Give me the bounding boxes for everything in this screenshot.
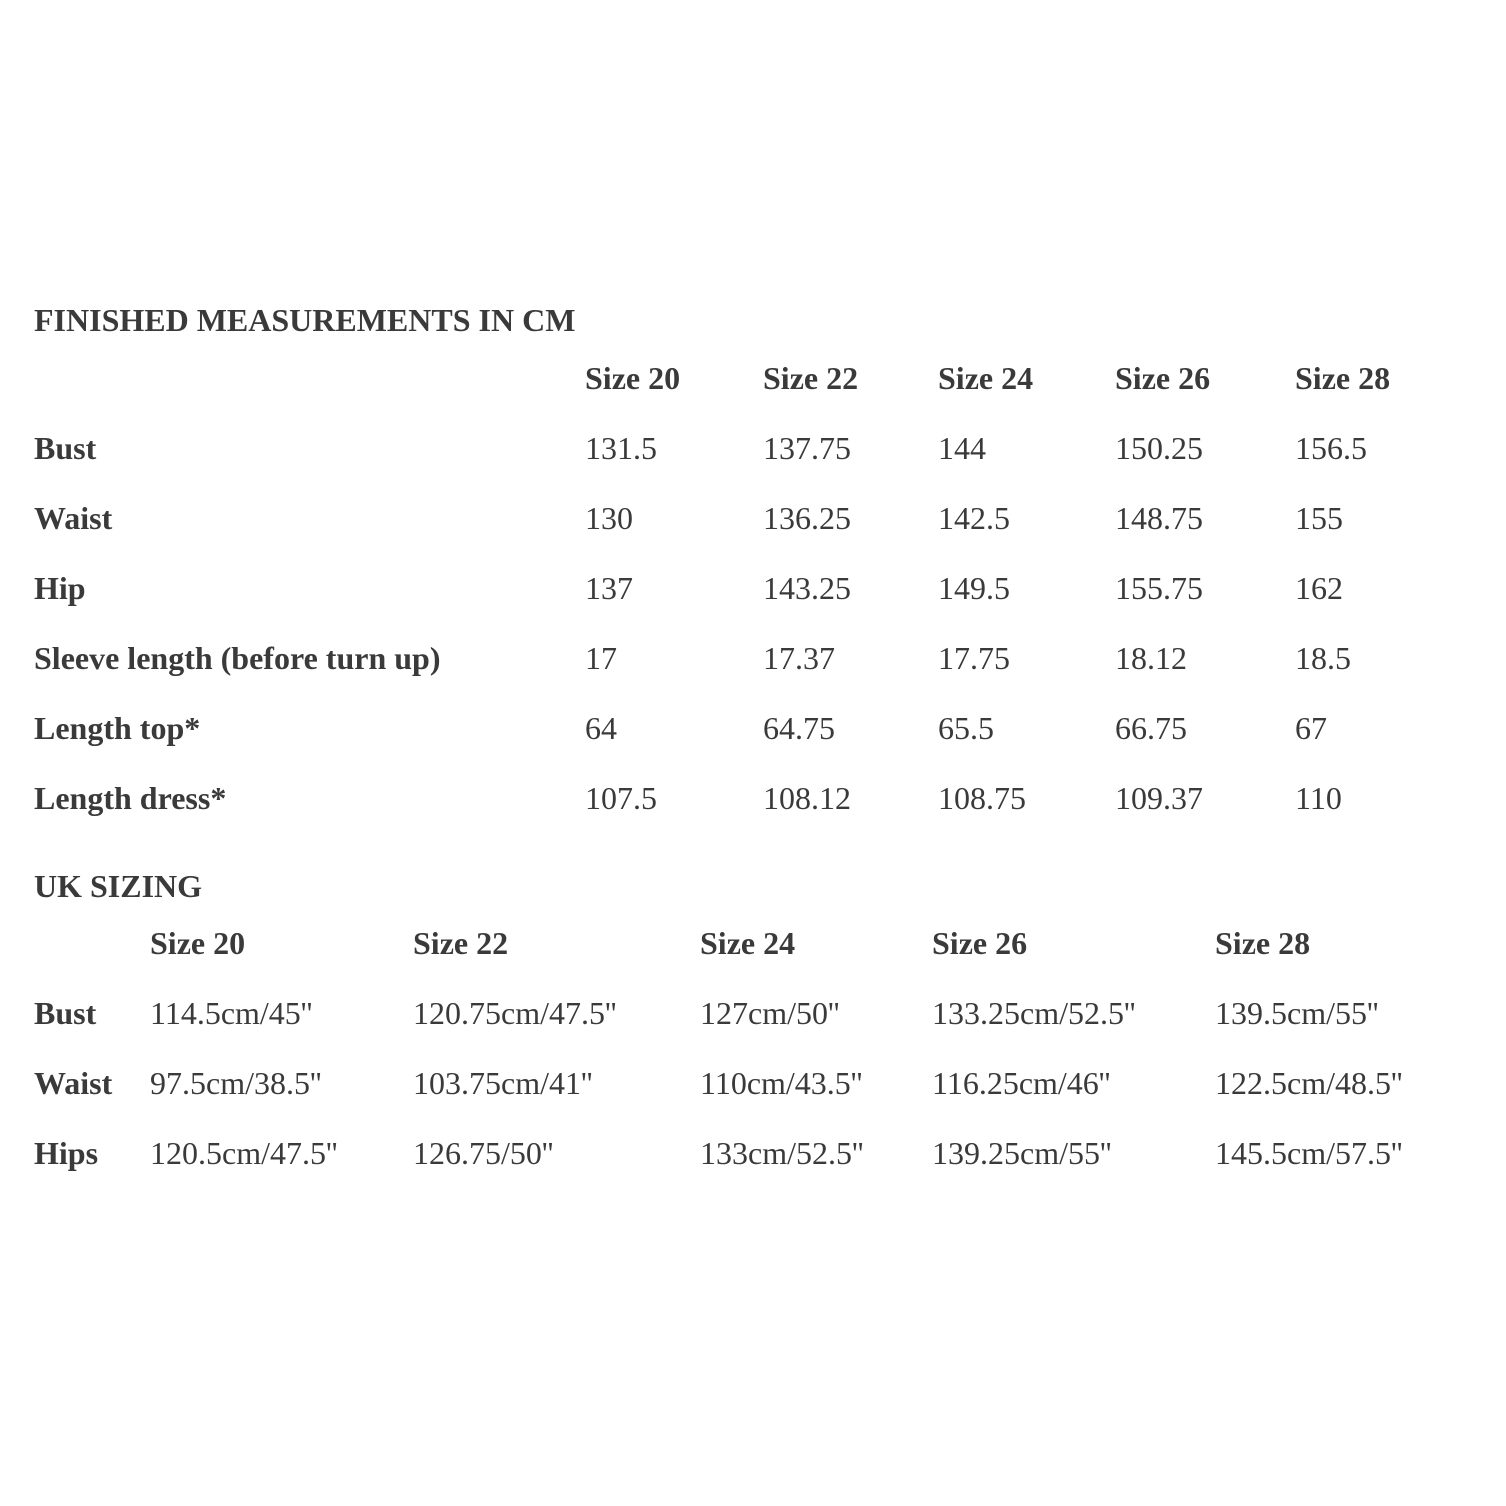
uk-sizing-table: [34, 908, 1470, 1188]
uk-cell-bust-size22: 120.75cm/47.5'': [413, 994, 617, 1031]
row-label-length-dress: Length dress*: [34, 779, 227, 816]
cell-hip-size26: 155.75: [1115, 569, 1203, 606]
cell-waist-size26: 148.75: [1115, 499, 1203, 536]
cell-bust-size24: 144: [938, 429, 986, 466]
uk-cell-hips-size24: 133cm/52.5'': [700, 1134, 864, 1171]
cm-header-row: [34, 343, 1460, 413]
row-label-sleeve-length: Sleeve length (before turn up): [34, 639, 441, 676]
uk-cell-hips-size26: 139.25cm/55'': [932, 1134, 1112, 1171]
uk-header-spacer: [34, 908, 150, 978]
uk-cell-bust-size20: 114.5cm/45'': [150, 994, 313, 1031]
row-label-bust: Bust: [34, 429, 97, 466]
cm-header-spacer: [34, 343, 585, 413]
cm-col-header-size20: Size 20: [585, 359, 681, 396]
cell-hip-size28: 162: [1295, 569, 1343, 606]
row-label-hip: Hip: [34, 569, 86, 606]
cell-sleeve-size22: 17.37: [763, 639, 835, 676]
uk-cell-hips-size22: 126.75/50'': [413, 1134, 554, 1171]
cell-length-top-size22: 64.75: [763, 709, 835, 746]
cell-bust-size28: 156.5: [1295, 429, 1367, 466]
cm-col-header-size24: Size 24: [938, 359, 1034, 396]
uk-row-label-bust: Bust: [34, 994, 97, 1031]
table-row-sleeve-length: [34, 623, 1460, 693]
uk-cell-waist-size24: 110cm/43.5'': [700, 1064, 863, 1101]
cell-waist-size24: 142.5: [938, 499, 1010, 536]
table-row-hip: [34, 553, 1460, 623]
cell-length-dress-size20: 107.5: [585, 779, 657, 816]
uk-cell-waist-size22: 103.75cm/41'': [413, 1064, 593, 1101]
uk-col-header-size28: Size 28: [1215, 924, 1311, 961]
cell-length-top-size26: 66.75: [1115, 709, 1187, 746]
uk-cell-bust-size24: 127cm/50'': [700, 994, 840, 1031]
cm-measurements-table: [34, 343, 1460, 833]
cm-table-title: FINISHED MEASUREMENTS IN CM: [34, 302, 576, 338]
cell-waist-size28: 155: [1295, 499, 1343, 536]
uk-cell-waist-size26: 116.25cm/46'': [932, 1064, 1111, 1101]
cell-hip-size24: 149.5: [938, 569, 1010, 606]
uk-sizing-title: UK SIZING: [34, 868, 203, 904]
cm-col-header-size26: Size 26: [1115, 359, 1211, 396]
uk-table-row-bust: [34, 978, 1470, 1048]
cm-col-header-size28: Size 28: [1295, 359, 1391, 396]
cell-length-top-size24: 65.5: [938, 709, 994, 746]
cell-length-top-size28: 67: [1295, 709, 1327, 746]
uk-cell-bust-size26: 133.25cm/52.5'': [932, 994, 1136, 1031]
row-label-waist: Waist: [34, 499, 113, 536]
uk-cell-bust-size28: 139.5cm/55'': [1215, 994, 1379, 1031]
cell-sleeve-size28: 18.5: [1295, 639, 1351, 676]
uk-cell-waist-size20: 97.5cm/38.5'': [150, 1064, 322, 1101]
uk-cell-hips-size28: 145.5cm/57.5'': [1215, 1134, 1403, 1171]
cell-bust-size26: 150.25: [1115, 429, 1203, 466]
cell-sleeve-size26: 18.12: [1115, 639, 1187, 676]
cell-bust-size22: 137.75: [763, 429, 851, 466]
cell-length-dress-size24: 108.75: [938, 779, 1026, 816]
table-row-bust: [34, 413, 1460, 483]
cell-length-dress-size26: 109.37: [1115, 779, 1203, 816]
table-row-length-top: [34, 693, 1460, 763]
cm-col-header-size22: Size 22: [763, 359, 859, 396]
table-row-waist: [34, 483, 1460, 553]
uk-col-header-size20: Size 20: [150, 924, 246, 961]
table-row-length-dress: [34, 763, 1460, 833]
cell-waist-size20: 130: [585, 499, 633, 536]
uk-cell-waist-size28: 122.5cm/48.5'': [1215, 1064, 1403, 1101]
cell-hip-size22: 143.25: [763, 569, 851, 606]
uk-col-header-size22: Size 22: [413, 924, 509, 961]
uk-col-header-size26: Size 26: [932, 924, 1028, 961]
row-label-length-top: Length top*: [34, 709, 201, 746]
cell-waist-size22: 136.25: [763, 499, 851, 536]
cell-hip-size20: 137: [585, 569, 633, 606]
uk-table-row-hips: [34, 1118, 1470, 1188]
uk-row-label-waist: Waist: [34, 1064, 113, 1101]
uk-header-row: [34, 908, 1470, 978]
uk-row-label-hips: Hips: [34, 1134, 99, 1171]
cell-length-dress-size28: 110: [1295, 779, 1342, 816]
cell-length-top-size20: 64: [585, 709, 617, 746]
uk-col-header-size24: Size 24: [700, 924, 796, 961]
uk-cell-hips-size20: 120.5cm/47.5'': [150, 1134, 338, 1171]
cell-bust-size20: 131.5: [585, 429, 657, 466]
cell-sleeve-size20: 17: [585, 639, 617, 676]
uk-table-row-waist: [34, 1048, 1470, 1118]
cell-length-dress-size22: 108.12: [763, 779, 851, 816]
cell-sleeve-size24: 17.75: [938, 639, 1010, 676]
